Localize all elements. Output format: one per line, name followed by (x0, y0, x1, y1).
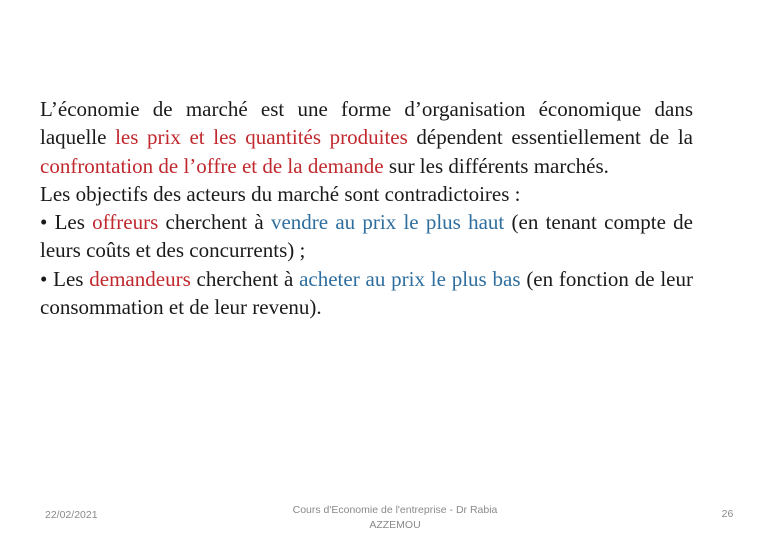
bullet-offreurs-goal: vendre au prix le plus haut (270, 210, 505, 235)
bullet-offreurs-prefix: • Les (40, 210, 93, 235)
bullet-demandeurs-goal: acheter au prix le plus bas (299, 266, 521, 291)
intro-text-2: dépendent essentiellement de la (407, 125, 693, 150)
bullet-offreurs-suffix: (en tenant compte de leurs coûts et des concurrents) ; (40, 210, 693, 263)
bullet-demandeurs (40, 265, 693, 322)
footer-date: 22/02/2021 (45, 509, 98, 521)
footer-course (270, 503, 520, 533)
intro-text-3: sur les différents marchés. (383, 153, 609, 178)
objectives-paragraph: Les objectifs des acteurs du marché sont contradictoires : (40, 181, 521, 206)
bullet-demandeurs-actor: demandeurs (89, 266, 191, 291)
intro-highlight-confrontation: confrontation de l’offre et de la demande (40, 153, 384, 178)
intro-text-1: L’économie de marché est une forme d’organisation économique dans laquelle (40, 97, 693, 150)
bullet-demandeurs-prefix: • Les (40, 266, 90, 291)
footer-course-line1: Cours d'Economie de l'entreprise - Dr Rabia (292, 504, 498, 516)
bullet-demandeurs-suffix: (en fonction de leur consommation et de leur revenu). (40, 266, 693, 320)
footer-page-number: 26 (721, 508, 734, 520)
slide-body (40, 95, 693, 321)
bullet-offreurs-actor: offreurs (92, 210, 159, 235)
intro-highlight-prices: les prix et les quantités produites (115, 125, 408, 150)
bullet-demandeurs-mid: cherchent à (190, 266, 300, 291)
intro-paragraph (40, 95, 693, 180)
bullet-offreurs-mid: cherchent à (158, 210, 271, 235)
bullet-offreurs (40, 208, 693, 265)
footer-course-line2: AZZEMOU (369, 519, 421, 531)
